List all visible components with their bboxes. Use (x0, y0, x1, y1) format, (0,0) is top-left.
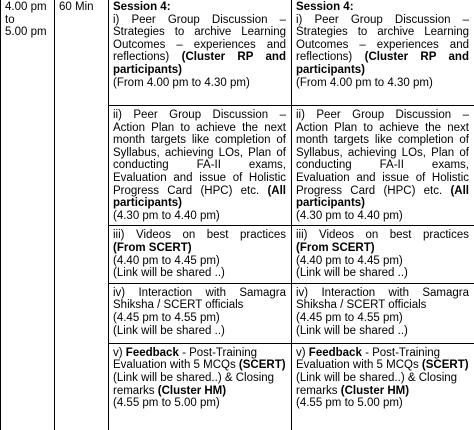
item-4-note: (Link will be shared ..) (296, 324, 408, 337)
item-1-text: i) Peer Group Discussion – Strategies to archive Learning Outcomes – experiences and reflections) (Cluster RP and participants) (113, 13, 286, 76)
item-4-text: iv) Interaction with Samagra Shiksha / SCERT officials (113, 286, 286, 312)
item-5-cell-left (109, 343, 292, 430)
item-3-time: (4.40 pm to 4.45 pm) (296, 254, 403, 267)
item-4-time: (4.45 pm to 4.55 pm) (113, 311, 220, 324)
item-2-cell-left (109, 106, 292, 226)
item-5-text: v) Feedback - Post-Training Evaluation with 5 MCQs (SCERT) (Link will be shared..) & Closing remarks (Cluster HM) (113, 346, 286, 397)
item-5-time: (4.55 pm to 5.00 pm) (296, 397, 403, 410)
item-5-time: (4.55 pm to 5.00 pm) (113, 397, 220, 410)
item-3-text: iii) Videos on best practices (From SCERT) (296, 229, 469, 254)
item-4-note: (Link will be shared ..) (113, 324, 225, 337)
session-heading: Session 4: (113, 1, 171, 13)
item-1-time: (From 4.00 pm to 4.30 pm) (113, 76, 250, 89)
item-2-text: ii) Peer Group Discussion – Action Plan to achieve the next month targets like completion of Syllabus, achieving LOs, Plan of conducting FA-II exams, Evaluation and issue of Holistic Progress Card (HPC) etc. (All participants) (296, 109, 469, 210)
duration-text: 60 Min (59, 1, 94, 13)
time-slot-cell (1, 0, 55, 430)
item-2-time: (4.30 pm to 4.40 pm) (113, 209, 220, 222)
table-row (1, 0, 474, 106)
item-5-cell-right (292, 343, 474, 430)
item-3-cell-right (292, 226, 474, 283)
session-cell-right (292, 0, 474, 106)
item-1-text: i) Peer Group Discussion – Strategies to archive Learning Outcomes – experiences and reflections) (Cluster RP and participants) (296, 13, 469, 76)
time-from: 4.00 pm (5, 1, 47, 13)
item-3-note: (Link will be shared ..) (113, 267, 225, 280)
time-to-word: to (5, 13, 15, 26)
session-heading: Session 4: (296, 1, 354, 13)
item-3-text: iii) Videos on best practices (From SCERT) (113, 229, 286, 254)
item-4-time: (4.45 pm to 4.55 pm) (296, 311, 403, 324)
item-2-time: (4.30 pm to 4.40 pm) (296, 209, 403, 222)
item-3-cell-left (109, 226, 292, 283)
item-3-note: (Link will be shared ..) (296, 267, 408, 280)
duration-cell (55, 0, 109, 430)
item-1-time: (From 4.00 pm to 4.30 pm) (296, 76, 433, 89)
item-4-cell-left (109, 283, 292, 343)
item-4-cell-right (292, 283, 474, 343)
item-5-text: v) Feedback - Post-Training Evaluation with 5 MCQs (SCERT) (Link will be shared..) & Closing remarks (Cluster HM) (296, 346, 469, 397)
item-4-text: iv) Interaction with Samagra Shiksha / SCERT officials (296, 286, 469, 312)
item-2-cell-right (292, 106, 474, 226)
time-to: 5.00 pm (5, 26, 47, 39)
item-2-text: ii) Peer Group Discussion – Action Plan to achieve the next month targets like completion of Syllabus, achieving LOs, Plan of conducting FA-II exams, Evaluation and issue of Holistic Progress Card (HPC) etc. (All participants) (113, 109, 286, 210)
item-3-time: (4.40 pm to 4.45 pm) (113, 254, 220, 267)
session-cell-left (109, 0, 292, 106)
